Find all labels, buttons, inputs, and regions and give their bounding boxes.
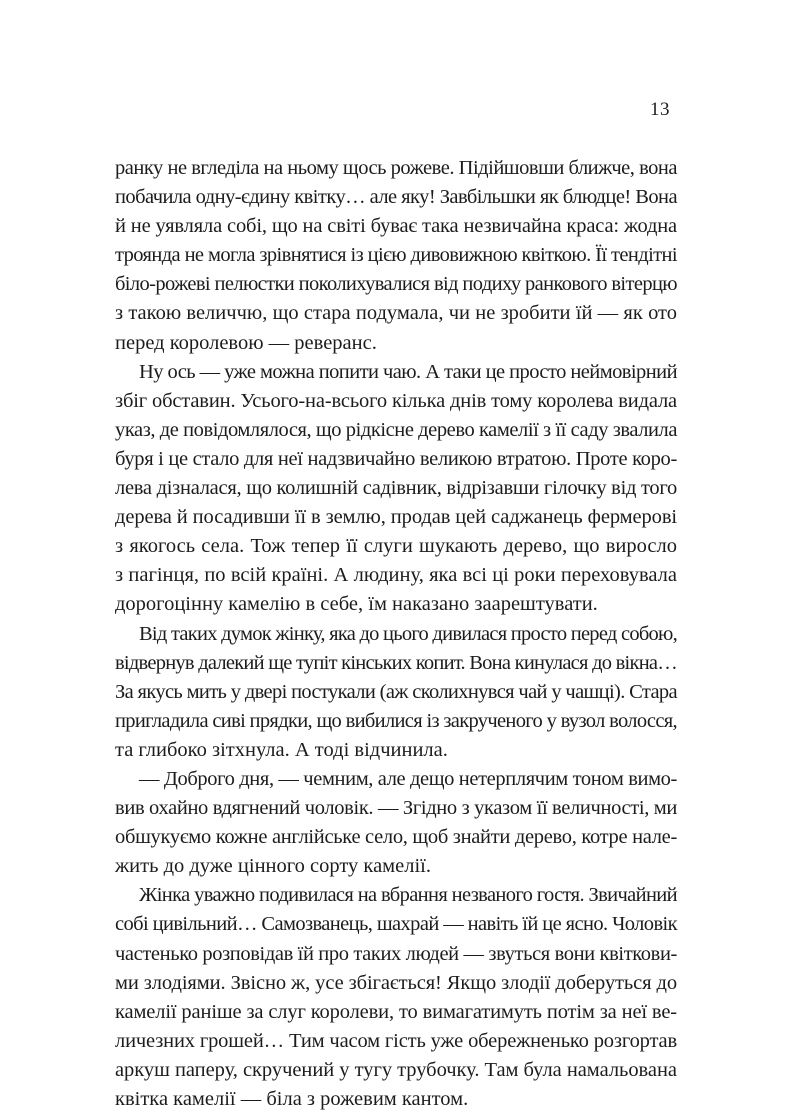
- text-line: вив охайно вдягнений чоловік. — Згідно з указом її величності, ми: [115, 797, 677, 820]
- text-line: ми злодіями. Звісно ж, усе збігається! Якщо злодії доберуться до: [115, 971, 677, 994]
- text-line: Жінка уважно подивилася на вбрання незваного гостя. Звичайний: [139, 884, 677, 907]
- text-line: й не уявляла собі, що на світі буває така незвичайна краса: жодна: [115, 215, 677, 238]
- text-line: буря і це стало для неї надзвичайно великою втратою. Проте коро-: [115, 447, 677, 470]
- body-text: [115, 154, 677, 1114]
- text-line: пригладила сиві прядки, що вибилися із закрученого у вузол волосся,: [115, 709, 677, 732]
- text-line: відвернув далекий ще тупіт кінських копит. Вона кинулася до вікна…: [115, 651, 677, 674]
- text-line: перед королевою — реверанс.: [115, 331, 377, 354]
- text-line: з пагінця, по всій країні. А людину, яка всі ці роки переховувала: [115, 564, 677, 587]
- text-line: троянда не могла зрівнятися із цією дивовижною квіткою. Її тендітні: [115, 244, 677, 267]
- text-line: квітка камелії — біла з рожевим кантом.: [115, 1088, 469, 1110]
- text-line: та глибоко зітхнула. А тоді відчинила.: [115, 738, 448, 761]
- text-line: збіг обставин. Усього-на-всього кілька днів тому королева видала: [115, 389, 677, 412]
- text-line: обшукуємо кожне англійське село, щоб знайти дерево, котре нале-: [115, 826, 677, 849]
- text-line: Ну ось — уже можна попити чаю. А таки це просто неймовірний: [139, 360, 677, 383]
- text-line: За якусь мить у двері постукали (аж сколихнувся чай у чашці). Стара: [115, 680, 677, 703]
- paragraph: [115, 154, 677, 358]
- text-line: побачила одну-єдину квітку… але яку! Завбільшки як блюдце! Вона: [115, 186, 677, 209]
- page-number: 13: [650, 99, 670, 120]
- paragraph: [115, 765, 677, 881]
- text-line: — Доброго дня, — чемним, але дещо нетерплячим тоном вимо-: [139, 767, 677, 790]
- text-line: біло-рожеві пелюстки поколихувалися від подиху ранкового вітерцю: [115, 273, 677, 296]
- text-line: з якогось села. Тож тепер її слуги шукають дерево, що виросло: [115, 535, 677, 558]
- text-line: дорогоцінну камелію в себе, їм наказано заарештувати.: [115, 593, 598, 616]
- text-line: указ, де повідомлялося, що рідкісне дерево камелії з її саду звалила: [115, 418, 678, 441]
- text-line: аркуш паперу, скручений у тугу трубочку. Там була намальована: [115, 1058, 677, 1081]
- text-line: Від таких думок жінку, яка до цього дивилася просто перед собою,: [139, 622, 677, 645]
- text-line: дерева й посадивши її в землю, продав цей саджанець фермерові: [115, 506, 677, 529]
- text-line: жить до дуже цінного сорту камелії.: [115, 855, 431, 878]
- paragraph: [115, 881, 677, 1114]
- text-line: собі цивільний… Самозванець, шахрай — навіть їй це ясно. Чоловік: [115, 913, 677, 936]
- text-line: ранку не вгледіла на ньому щось рожеве. Підійшовши ближче, вона: [115, 157, 677, 179]
- text-line: з такою величчю, що стара подумала, чи не зробити їй — як ото: [115, 302, 677, 325]
- text-line: частенько розповідав їй про таких людей — звуться вони квіткови-: [115, 942, 677, 965]
- text-line: лева дізналася, що колишній садівник, відрізавши гілочку від того: [115, 477, 677, 500]
- paragraph: [115, 358, 677, 620]
- text-line: личезних грошей… Тим часом гість уже обережненько розгортав: [115, 1029, 677, 1052]
- text-line: камелії раніше за слуг королеви, то вимагатимуть потім за неї ве-: [115, 1000, 677, 1023]
- paragraph: [115, 620, 677, 765]
